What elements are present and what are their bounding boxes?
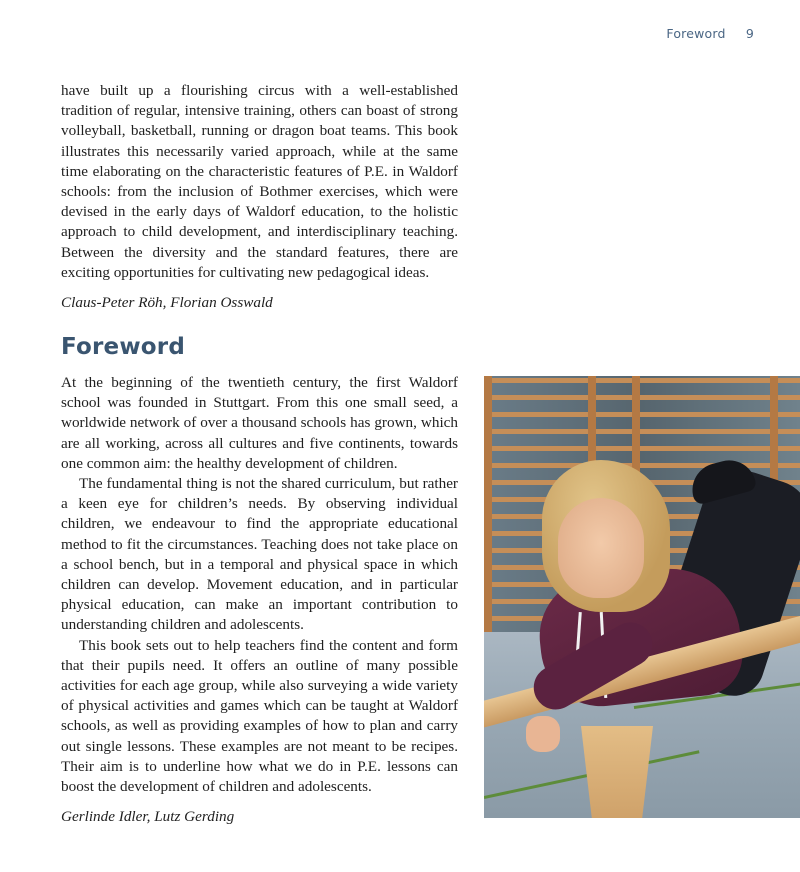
foreword-paragraph-1: At the beginning of the twentieth century, the first Waldorf school was founded in Stuttgart. From this one small seed, a worldwide network of over a thousand schools has grown, which are all working, across all cultures and five continents, towards one common aim: the healthy development of children.	[61, 374, 458, 472]
running-header	[666, 26, 754, 41]
wall-bar-post	[484, 376, 492, 650]
page-number: 9	[745, 26, 754, 41]
intro-text-block	[61, 81, 458, 283]
section-heading: Foreword	[61, 334, 185, 360]
gym-photo	[484, 376, 800, 818]
intro-signature: Claus-Peter Röh, Florian Osswald	[61, 294, 273, 311]
foreword-body	[61, 373, 458, 797]
header-section-title: Foreword	[666, 26, 726, 41]
intro-paragraph: have built up a flourishing circus with a well-established tradition of regular, intensive training, others can boast of strong volleyball, basketball, running or dragon boat teams. This book illustrates this necessarily varied approach, while at the same time elaborating on the characteristic features of P.E. in Waldorf schools: from the inclusion of Bothmer exercises, which were devised in the early days of Waldorf education, to the holistic approach to child development, and interdisciplinary teaching. Between the diversity and the standard features, there are exciting opportunities for cultivating new pedagogical ideas.	[61, 82, 458, 281]
girl-hand	[526, 716, 560, 752]
foreword-signature: Gerlinde Idler, Lutz Gerding	[61, 808, 235, 825]
foreword-paragraph-3: This book sets out to help teachers find the content and form that their pupils need. It offers an outline of many possible activities for each age group, while also surveying a wide variety of physical activities and games which can be taught at Waldorf schools, as well as providing examples of how to plan and carry out single lessons. These examples are not meant to be recipes. Their aim is to underline how what we do in P.E. lessons can boost the development of children and adolescents.	[61, 636, 458, 796]
foreword-paragraph-2: The fundamental thing is not the shared curriculum, but rather a keen eye for children’s needs. By observing individual children, we endeavour to find the appropriate educational method to fit the circumstances. Teaching does not take place on a school bench, but in a temporal and physical space in which children can develop. Movement education, and in particular physical education, can make an important contribution to understanding children and adolescents.	[61, 475, 458, 634]
girl-face	[558, 498, 644, 598]
